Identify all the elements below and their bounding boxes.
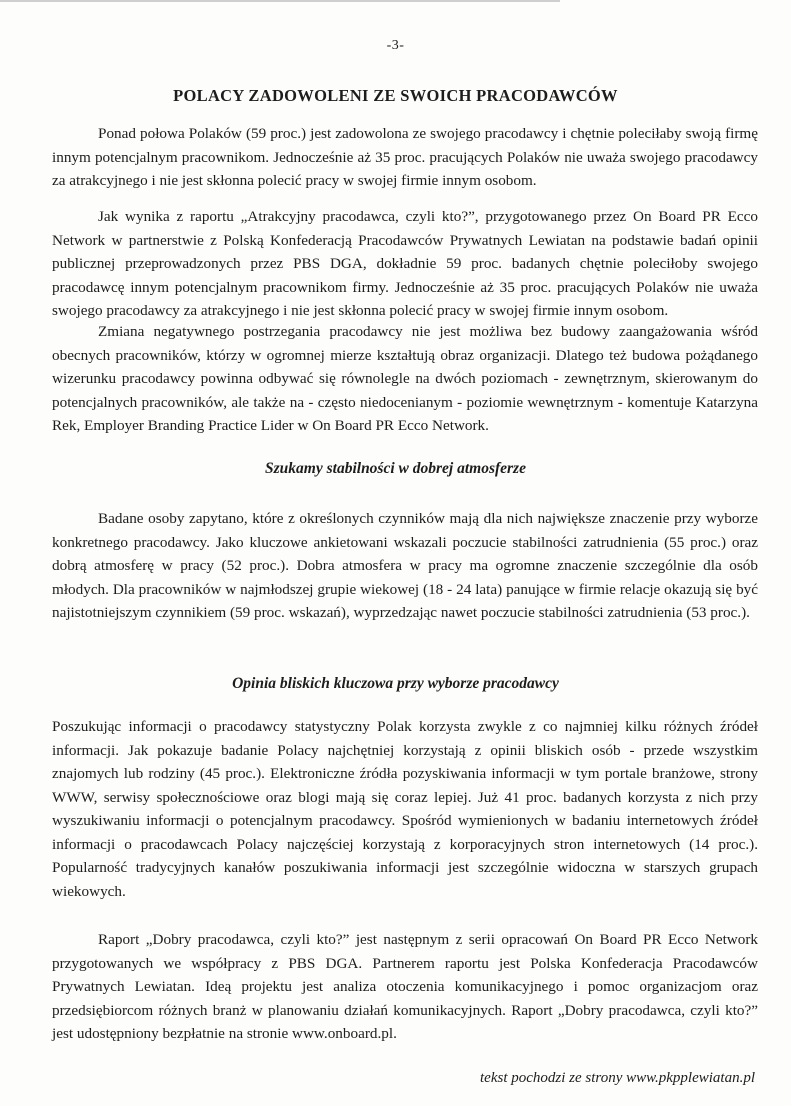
section-heading-stability: Szukamy stabilności w dobrej atmosferze — [265, 460, 526, 477]
article-title: POLACY ZADOWOLENI ZE SWOICH PRACODAWCÓW — [173, 86, 618, 105]
intro-paragraph-1: Ponad połowa Polaków (59 proc.) jest zadowolona ze swojego pracodawcy i chętnie poleciłaby swoją firmę innym potencjalnym pracownikom. Jednocześnie aż 35 proc. pracujących Polaków nie uważa swojego pracodawcy za atrakcyjnego i nie jest skłonna polecić pracy w swojej firmie innym osobom. — [52, 125, 758, 189]
intro-paragraph-2: Jak wynika z raportu „Atrakcyjny pracodawca, czyli kto?”, przygotowanego przez On Board PR Ecco Network w partnerstwie z Polską Konfederacją Pracodawców Prywatnych Lewiatan na podstawie badań opinii publicznej przeprowadzonych przez PBS DGA, dokładnie 59 proc. badanych chętnie poleciłoby swojego pracodawcę innym potencjalnym pracownikom firmy. Jednocześnie aż 35 proc. pracujących Polaków nie uważa swojego pracodawcy za atrakcyjnego i nie jest skłonna polecić pracy w swojej firmie innym osobom. — [52, 208, 758, 319]
source-note: tekst pochodzi ze strony www.pkpplewiatan.pl — [480, 1070, 755, 1086]
section-paragraph-opinion: Poszukując informacji o pracodawcy statystyczny Polak korzysta zwykle z co najmniej kilku różnych źródeł informacji. Jak pokazuje badanie Polacy najchętniej korzystają z opinii bliskich osób - przede wszystkim znajomych lub rodziny (45 proc.). Elektroniczne źródła pozyskiwania informacji w tym portale branżowe, strony WWW, serwisy społecznościowe oraz blogi mają się coraz lepiej. Już 41 proc. badanych korzysta z nich przy wyszukiwaniu informacji o potencjalnym pracodawcy. Spośród wymienionych w badaniu internetowych źródeł informacji o pracodawcach Polacy najczęściej korzystają z korporacyjnych stron internetowych (14 proc.). Popularność tradycyjnych kanałów poszukiwania informacji jest szczególnie widoczna w starszych grupach wiekowych. — [52, 718, 758, 900]
section-paragraph-stability: Badane osoby zapytano, które z określonych czynników mają dla nich największe znaczenie przy wyborze konkretnego pracodawcy. Jako kluczowe ankietowani wskazali poczucie stabilności zatrudnienia (55 proc.) oraz dobrą atmosferę w pracy (52 proc.). Dobra atmosfera w pracy ma ogromne znaczenie szczególnie dla osób młodych. Dla pracowników w najmłodszej grupie wiekowej (18 - 24 lata) panujące w firmie relacje okazują się być najistotniejszym czynnikiem (59 proc. wskazań), wyprzedzając nawet poczucie stabilności zatrudnienia (53 proc.). — [52, 510, 758, 621]
section-heading-opinion: Opinia bliskich kluczowa przy wyborze pracodawcy — [232, 675, 559, 692]
closing-paragraph: Raport „Dobry pracodawca, czyli kto?” jest następnym z serii opracowań On Board PR Ecco Network przygotowanych we współpracy z PBS DGA. Partnerem raportu jest Polska Konfederacja Pracodawców Prywatnych Lewiatan. Ideą projektu jest analiza otoczenia komunikacyjnego i pomoc organizacjom oraz przedsiębiorcom różnych branż w planowaniu działań komunikacyjnych. Raport „Dobry pracodawca, czyli kto?” jest udostępniony bezpłatnie na stronie www.onboard.pl. — [52, 931, 758, 1042]
page-number: -3- — [386, 38, 405, 53]
scan-edge-line — [0, 0, 560, 2]
intro-paragraph-3: Zmiana negatywnego postrzegania pracodawcy nie jest możliwa bez budowy zaangażowania wśród obecnych pracowników, którzy w ogromnej mierze kształtują obraz organizacji. Dlatego też budowa pożądanego wizerunku pracodawcy powinna odbywać się równolegle na dwóch poziomach - zewnętrznym, skierowanym do potencjalnych pracowników, ale także na - często niedocenianym - poziomie wewnętrznym - komentuje Katarzyna Rek, Employer Branding Practice Lider w On Board PR Ecco Network. — [52, 323, 758, 434]
